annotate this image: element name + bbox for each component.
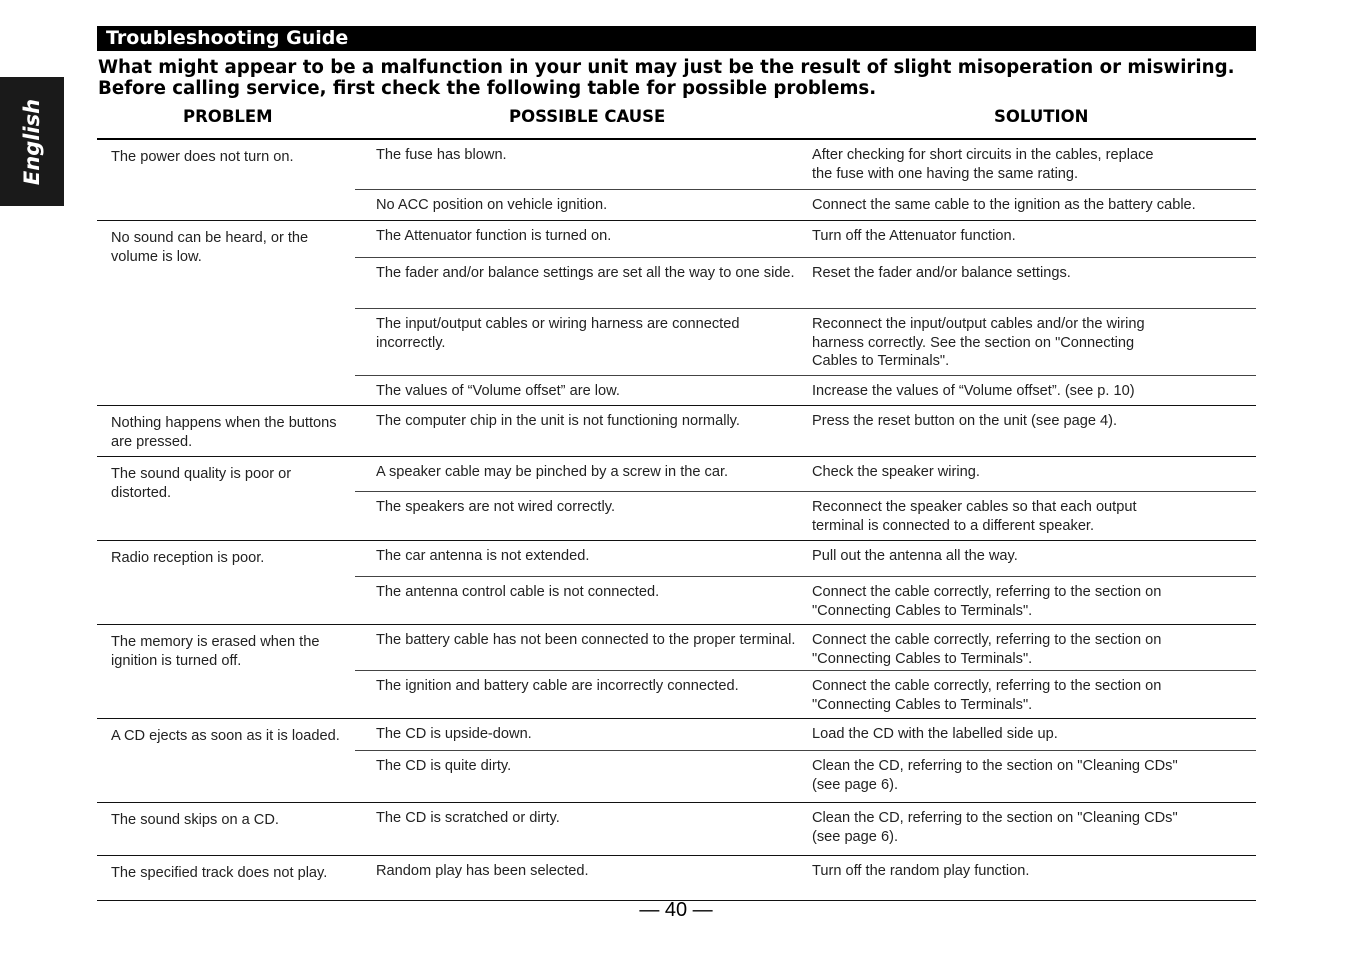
table-row	[355, 541, 1256, 577]
problem-cell: Nothing happens when the buttons are pressed.	[111, 415, 337, 450]
solution-cell: Turn off the random play function.	[812, 863, 1030, 879]
cause-cell: The fuse has blown.	[376, 147, 507, 163]
section-title-bar	[97, 26, 1256, 51]
table-row	[355, 751, 1256, 802]
cause-list	[355, 406, 1256, 456]
solution-cell: Load the CD with the labelled side up.	[812, 726, 1058, 742]
cause-cell: The computer chip in the unit is not functioning normally.	[376, 413, 740, 429]
problem-cell: A CD ejects as soon as it is loaded.	[111, 728, 340, 744]
section-title: Troubleshooting Guide	[106, 27, 349, 49]
table-row-group	[97, 221, 1256, 406]
solution-cell: Reset the fader and/or balance settings.	[812, 265, 1071, 281]
cause-list	[355, 221, 1256, 405]
table-row-group	[97, 457, 1256, 541]
cause-list	[355, 719, 1256, 802]
table-row	[355, 671, 1256, 718]
intro-line-1: What might appear to be a malfunction in your unit may just be the result of slight misoperation or miswiring.	[98, 57, 1235, 78]
solution-cell: Reconnect the input/output cables and/or the wiring harness correctly. See the section on "Connecting Cables to Terminals".	[812, 316, 1145, 369]
table-row	[355, 492, 1256, 540]
problem-cell: The specified track does not play.	[111, 865, 328, 881]
solution-cell: After checking for short circuits in the cables, replace the fuse with one having the same rating.	[812, 147, 1154, 182]
table-row	[355, 803, 1256, 855]
table-row	[355, 457, 1256, 492]
troubleshooting-table	[97, 138, 1256, 901]
table-row-group	[97, 541, 1256, 625]
table-row	[355, 221, 1256, 258]
problem-cell: No sound can be heard, or the volume is low.	[111, 230, 309, 265]
cause-list	[355, 541, 1256, 624]
language-tab-label: English	[20, 98, 44, 185]
solution-cell: Turn off the Attenuator function.	[812, 228, 1016, 244]
cause-list	[355, 803, 1256, 855]
problem-cell: Radio reception is poor.	[111, 550, 265, 566]
table-row-group	[97, 856, 1256, 901]
cause-cell: The input/output cables or wiring harness are connected incorrectly.	[376, 316, 740, 351]
cause-cell: The CD is upside-down.	[376, 726, 532, 742]
solution-cell: Connect the same cable to the ignition as the battery cable.	[812, 197, 1196, 213]
solution-cell: Connect the cable correctly, referring to the section on "Connecting Cables to Terminals".	[812, 678, 1162, 713]
table-row-group	[97, 625, 1256, 719]
table-row	[355, 719, 1256, 751]
cause-list	[355, 856, 1256, 900]
cause-cell: The ignition and battery cable are incorrectly connected.	[376, 678, 739, 694]
table-row-group	[97, 406, 1256, 457]
solution-cell: Reconnect the speaker cables so that each output terminal is connected to a different speaker.	[812, 499, 1137, 534]
table-row-group	[97, 803, 1256, 856]
header-possible-cause: POSSIBLE CAUSE	[509, 107, 666, 126]
cause-cell: The battery cable has not been connected to the proper terminal.	[376, 632, 796, 648]
intro-text	[98, 57, 1258, 99]
cause-cell: The car antenna is not extended.	[376, 548, 590, 564]
cause-cell: The Attenuator function is turned on.	[376, 228, 612, 244]
table-row-group	[97, 140, 1256, 221]
problem-cell: The sound skips on a CD.	[111, 812, 279, 828]
cause-cell: The values of “Volume offset” are low.	[376, 383, 620, 399]
solution-cell: Connect the cable correctly, referring to the section on "Connecting Cables to Terminals".	[812, 632, 1162, 667]
cause-list	[355, 625, 1256, 718]
cause-cell: A speaker cable may be pinched by a screw in the car.	[376, 464, 729, 480]
solution-cell: Press the reset button on the unit (see page 4).	[812, 413, 1118, 429]
header-solution: SOLUTION	[994, 107, 1089, 126]
problem-cell: The power does not turn on.	[111, 149, 294, 165]
table-row	[355, 406, 1256, 456]
solution-cell: Connect the cable correctly, referring to the section on "Connecting Cables to Terminals".	[812, 584, 1162, 619]
table-row	[355, 258, 1256, 309]
cause-cell: The CD is scratched or dirty.	[376, 810, 560, 826]
cause-cell: No ACC position on vehicle ignition.	[376, 197, 608, 213]
table-row	[355, 140, 1256, 190]
intro-line-2: Before calling service, first check the following table for possible problems.	[98, 78, 877, 99]
table-row	[355, 190, 1256, 220]
cause-cell: Random play has been selected.	[376, 863, 589, 879]
table-row	[355, 856, 1256, 900]
solution-cell: Increase the values of “Volume offset”. (see p. 10)	[812, 383, 1135, 399]
cause-list	[355, 140, 1256, 220]
solution-cell: Clean the CD, referring to the section on "Cleaning CDs" (see page 6).	[812, 758, 1178, 793]
page-number: — 40 —	[639, 899, 713, 921]
table-row	[355, 625, 1256, 671]
header-problem: PROBLEM	[183, 107, 273, 126]
cause-cell: The antenna control cable is not connected.	[376, 584, 660, 600]
solution-cell: Clean the CD, referring to the section on "Cleaning CDs" (see page 6).	[812, 810, 1178, 845]
solution-cell: Pull out the antenna all the way.	[812, 548, 1018, 564]
cause-cell: The speakers are not wired correctly.	[376, 499, 616, 515]
table-row-group	[97, 719, 1256, 803]
table-row	[355, 309, 1256, 376]
table-row	[355, 376, 1256, 405]
language-tab	[0, 77, 64, 206]
cause-cell: The fader and/or balance settings are set all the way to one side.	[376, 265, 795, 281]
cause-cell: The CD is quite dirty.	[376, 758, 512, 774]
table-row	[355, 577, 1256, 624]
problem-cell: The sound quality is poor or distorted.	[111, 466, 292, 501]
problem-cell: The memory is erased when the ignition is turned off.	[111, 634, 320, 669]
cause-list	[355, 457, 1256, 540]
solution-cell: Check the speaker wiring.	[812, 464, 980, 480]
